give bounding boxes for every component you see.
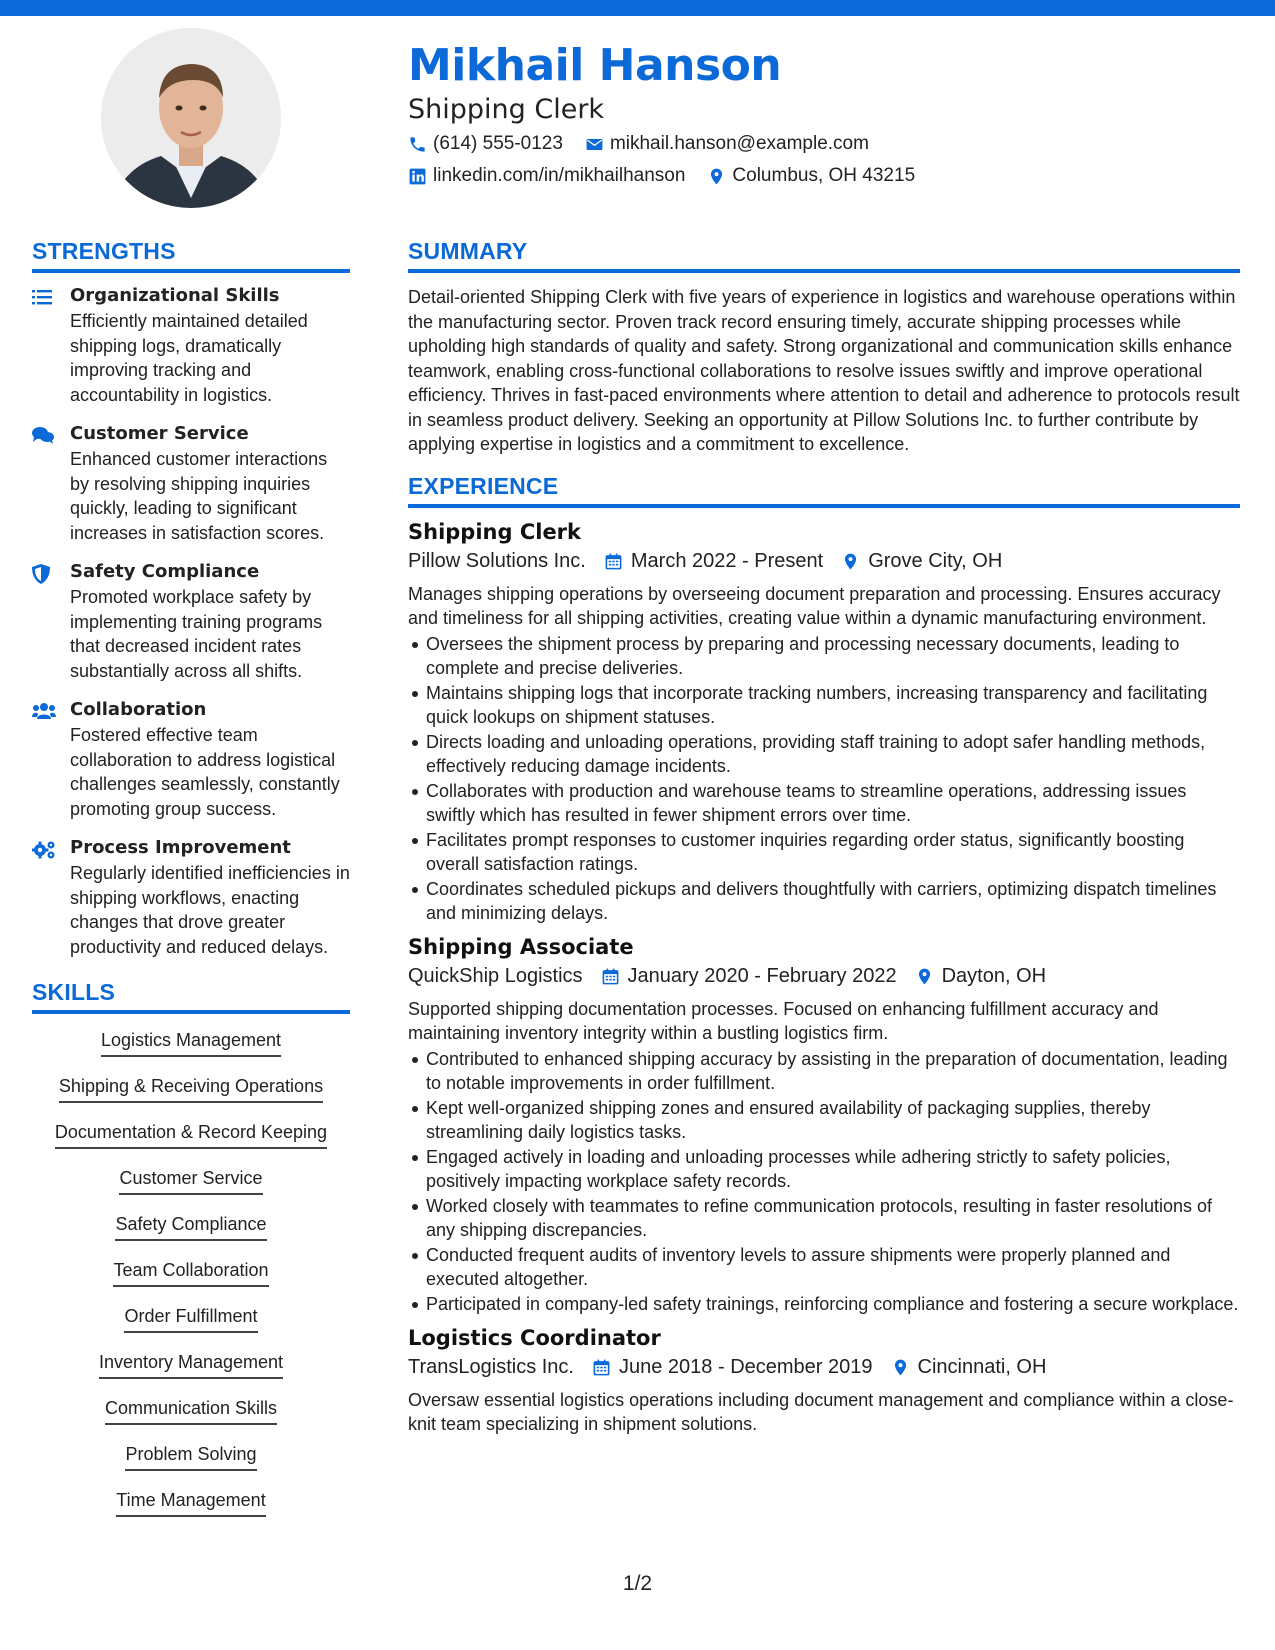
company-name: TransLogistics Inc. xyxy=(408,1355,574,1378)
list-icon xyxy=(32,288,52,306)
skill-tag: Time Management xyxy=(116,1486,265,1517)
strength-item xyxy=(32,561,350,683)
calendar-icon xyxy=(592,1358,611,1377)
skill-tag: Order Fulfillment xyxy=(124,1302,257,1333)
right-column xyxy=(408,238,1240,1446)
job-title: Shipping Clerk xyxy=(408,519,582,544)
job-description: Oversaw essential logistics operations including document management and compliance within a close-knit team specializing in shipment solutions. xyxy=(408,1389,1234,1434)
bullet-item: Collaborates with production and warehouse teams to streamline operations, addressing issues swiftly which has resulted in fewer shipment errors over time. xyxy=(426,779,1240,827)
location-contact xyxy=(707,165,915,187)
strength-title: Customer Service xyxy=(70,423,249,444)
skills-list xyxy=(32,1026,350,1532)
strength-desc: Regularly identified inefficiencies in shipping workflows, enacting changes that drove greater productivity and reduced delays. xyxy=(70,863,350,957)
phone-contact xyxy=(408,133,563,155)
page-number: 1/2 xyxy=(622,1572,653,1595)
skill-tag: Inventory Management xyxy=(99,1348,283,1379)
users-icon xyxy=(32,702,56,720)
strength-desc: Efficiently maintained detailed shipping logs, dramatically improving tracking and accountability in logistics. xyxy=(70,311,308,405)
linkedin-contact[interactable] xyxy=(408,165,685,187)
skill-tag: Shipping & Receiving Operations xyxy=(59,1072,323,1103)
job-description: Supported shipping documentation processes. Focused on enhancing fulfillment accuracy and maintaining inventory integrity within a bustling logistics firm. xyxy=(408,998,1159,1043)
company-name: QuickShip Logistics xyxy=(408,964,583,987)
strength-item xyxy=(32,285,350,407)
calendar-icon xyxy=(604,552,623,571)
strength-item xyxy=(32,699,350,821)
calendar-icon xyxy=(601,967,620,986)
job-meta xyxy=(408,1356,1240,1379)
email-contact[interactable] xyxy=(585,133,869,155)
job-entry xyxy=(408,935,1240,1316)
job-dates: January 2020 - February 2022 xyxy=(627,964,897,987)
skill-tag: Documentation & Record Keeping xyxy=(55,1118,327,1149)
strength-desc: Promoted workplace safety by implementing training programs that decreased incident rates substantially across all shifts. xyxy=(70,587,323,681)
job-meta xyxy=(408,965,1240,988)
summary-text: Detail-oriented Shipping Clerk with five years of experience in logistics and warehouse operations within the manufacturing sector. Proven track record ensuring timely, accurate shipping processes while upholding high standards of quality and safety. Strong organizational and communication skills enhance teamwork, enabling cross-functional collaborations to resolve issues swiftly and improve operational efficiency. Thrives in fast-paced environments where attention to detail and adherence to protocols result in seamless product delivery. Seeking an opportunity at Pillow Solutions Inc. to further contribute by applying expertise in logistics and a commitment to excellence. xyxy=(408,287,1240,454)
bullet-item: Kept well-organized shipping zones and ensured availability of packaging supplies, thereby streamlining daily logistics tasks. xyxy=(426,1096,1240,1144)
bullet-item: Worked closely with teammates to refine communication protocols, resulting in faster resolutions of any shipping discrepancies. xyxy=(426,1194,1240,1242)
job-title: Logistics Coordinator xyxy=(408,1325,661,1350)
job-dates: March 2022 - Present xyxy=(630,549,824,572)
bullet-item: Conducted frequent audits of inventory levels to assure shipments were properly planned and executed altogether. xyxy=(426,1243,1240,1291)
accent-top-bar xyxy=(0,0,1275,16)
map-pin-icon xyxy=(891,1358,910,1377)
strength-item xyxy=(32,423,350,545)
job-entry xyxy=(408,1326,1240,1436)
gears-icon xyxy=(32,840,56,860)
contact-row-1 xyxy=(408,133,869,155)
strength-item xyxy=(32,837,350,959)
bullet-item: Coordinates scheduled pickups and delivers thoughtfully with carriers, optimizing dispatch timelines and minimizing delays. xyxy=(426,877,1240,925)
bullet-item: Contributed to enhanced shipping accuracy by assisting in the preparation of documentation, leading to notable improvements in order fulfillment. xyxy=(426,1047,1240,1095)
location-text: Columbus, OH 43215 xyxy=(732,165,916,186)
phone-icon xyxy=(408,135,427,154)
contact-row-2 xyxy=(408,165,915,187)
map-pin-icon xyxy=(915,967,934,986)
strength-title: Collaboration xyxy=(70,699,207,720)
candidate-name: Mikhail Hanson xyxy=(408,40,782,91)
strength-title: Safety Compliance xyxy=(70,561,260,582)
map-pin-icon xyxy=(707,167,726,186)
job-location: Grove City, OH xyxy=(868,549,1003,572)
linkedin-text: linkedin.com/in/mikhailhanson xyxy=(433,165,686,186)
job-bullets xyxy=(408,632,1240,925)
job-title: Shipping Associate xyxy=(408,934,634,959)
skills-heading: SKILLS xyxy=(32,979,350,1014)
skill-tag: Customer Service xyxy=(119,1164,262,1195)
strength-title: Process Improvement xyxy=(70,837,291,858)
job-bullets xyxy=(408,1047,1240,1316)
candidate-title: Shipping Clerk xyxy=(408,94,605,125)
email-text: mikhail.hanson@example.com xyxy=(609,133,869,154)
bullet-item: Participated in company-led safety trainings, reinforcing compliance and fostering a secure workplace. xyxy=(426,1293,1239,1314)
profile-photo xyxy=(101,28,281,208)
envelope-icon xyxy=(585,135,604,154)
phone-text: (614) 555-0123 xyxy=(433,133,563,154)
chat-bubbles-icon xyxy=(32,426,54,444)
left-column xyxy=(32,238,350,1532)
experience-heading: EXPERIENCE xyxy=(408,473,1240,508)
bullet-item: Directs loading and unloading operations, providing staff training to adopt safer handling methods, effectively reducing damage incidents. xyxy=(426,730,1240,778)
bullet-item: Engaged actively in loading and unloading processes while adhering strictly to safety policies, positively impacting workplace safety records. xyxy=(426,1145,1240,1193)
company-name: Pillow Solutions Inc. xyxy=(408,549,586,572)
linkedin-icon xyxy=(408,167,427,186)
skill-tag: Communication Skills xyxy=(105,1394,277,1425)
skill-tag: Team Collaboration xyxy=(113,1256,268,1287)
skill-tag: Problem Solving xyxy=(125,1440,256,1471)
job-description: Manages shipping operations by overseeing document preparation and processing. Ensures accuracy and timeliness for all shipping activities, creating value within a dynamic manufacturing environment. xyxy=(408,583,1221,628)
job-dates: June 2018 - December 2019 xyxy=(619,1355,873,1378)
strength-title: Organizational Skills xyxy=(70,285,280,306)
skill-tag: Logistics Management xyxy=(101,1026,281,1057)
bullet-item: Oversees the shipment process by preparing and processing necessary documents, leading to complete and precise deliveries. xyxy=(426,632,1240,680)
map-pin-icon xyxy=(841,552,860,571)
bullet-item: Facilitates prompt responses to customer inquiries regarding order status, significantly boosting overall satisfaction ratings. xyxy=(426,828,1240,876)
shield-icon xyxy=(32,564,50,584)
bullet-item: Maintains shipping logs that incorporate tracking numbers, increasing transparency and facilitating quick lookups on shipment statuses. xyxy=(426,681,1240,729)
strength-desc: Fostered effective team collaboration to address logistical challenges seamlessly, constantly promoting group success. xyxy=(70,725,340,819)
summary-heading: SUMMARY xyxy=(408,238,1240,273)
job-meta xyxy=(408,550,1240,573)
skill-tag: Safety Compliance xyxy=(115,1210,266,1241)
job-entry xyxy=(408,520,1240,925)
strength-desc: Enhanced customer interactions by resolving shipping inquiries quickly, leading to significant increases in satisfaction scores. xyxy=(70,449,328,543)
job-location: Cincinnati, OH xyxy=(917,1355,1047,1378)
strengths-heading: STRENGTHS xyxy=(32,238,350,273)
job-location: Dayton, OH xyxy=(941,964,1047,987)
